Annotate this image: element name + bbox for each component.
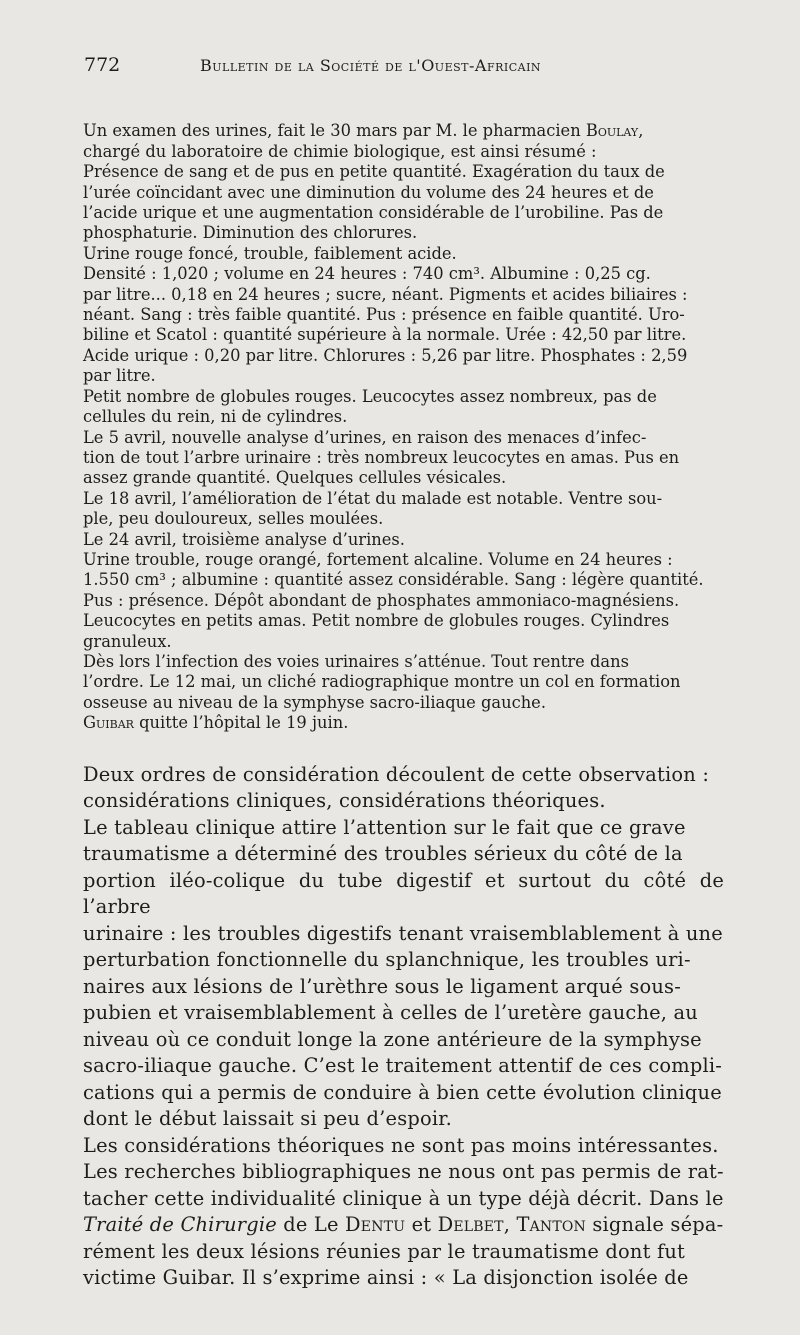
- page-number: 772: [84, 54, 121, 76]
- author-name: Dentu: [345, 1213, 406, 1236]
- author-name: Delbet: [437, 1213, 504, 1236]
- discussion-text: [83, 735, 724, 1292]
- text-run: , chargé du laboratoire de chimie biologique, est ainsi résumé : Présence de sang et de pus en petite quantité. Exagération du taux de l’urée coïncidant avec une diminution du volume des 24 heures et de l’acide urique et une augmentation considérable de l’urobiline. Pas de phosphaturie. Diminution des chlorures. Urine rouge foncé, trouble, faiblement acide. Densité : 1,020 ; volume en 24 heures : 740 cm³. Albumine : 0,25 cg. par litre... 0,18 en 24 heures ; sucre, néant. Pigments et acides biliaires : néant. Sang : très faible quantité. Pus : présence en faible quantité. Uro- biline et Scatol : quantité supérieure à la normale. Urée : 42,50 par litre. Acide urique : 0,20 par litre. Chlorures : 5,26 par litre. Phosphates : 2,59 par litre. Petit nombre de globules rouges. Leucocytes assez nombreux, pas de cellules du rein, ni de cylindres. Le 5 avril, nouvelle analyse d’urines, en raison des menaces d’infec- tion de tout l’arbre urinaire : très nombreux leucocytes en amas. Pus en assez grande quantité. Quelques cellules vésicales. Le 18 avril, l’amélioration de l’état du malade est notable. Ventre sou- ple, peu douloureux, selles moulées. Le 24 avril, troisième analyse d’urines. Urine trouble, rouge orangé, fortement alcaline. Volume en 24 heures : 1.550 cm³ ; albumine : quantité assez considérable. Sang : légère quantité. Pus : présence. Dépôt abondant de phosphates ammoniaco-magnésiens. Leucocytes en petits amas. Petit nombre de globules rouges. Cylindres granuleux. Dès lors l’infection des voies urinaires s’atténue. Tout rentre dans l’ordre. Le 12 mai, un cliché radiographique montre un col en formation osseuse au niveau de la symphyse sacro-iliaque gauche.: [83, 121, 704, 712]
- text-run: et: [405, 1213, 438, 1236]
- text-run: quitte l’hôpital le 19 juin.: [133, 713, 349, 733]
- patient-name: Guibar: [83, 713, 134, 733]
- text-run: de Le: [276, 1213, 346, 1236]
- observation-text: [83, 101, 724, 734]
- text-run: Un examen des urines, fait le 30 mars par M. le pharmacien: [83, 121, 586, 141]
- running-head: Bulletin de la Société de l'Ouest-Africain: [200, 56, 542, 75]
- text-run: Deux ordres de considération découlent de cette observation : considérations cliniques, considérations théoriques. Le tableau clinique attire l’attention sur le fait que ce grave traumatisme a déterminé des troubles sérieux du côté de la portion iléo-colique du tube digestif et surtout du côté de l’arbre urinaire : les troubles digestifs tenant vraisemblablement à une perturbation fonctionnelle du splanchnique, les troubles uri- naires aux lésions de l’urèthre sous le ligament arqué sous- pubien et vraisemblablement à celles de l’uretère gauche, au niveau où ce conduit longe la zone antérieure de la symphyse sacro-iliaque gauche. C’est le traitement attentif de ces compli- cations qui a permis de conduire à bien cette évolution clinique dont le début laissait si peu d’espoir. Les considérations théoriques ne sont pas moins intéressantes. Les recherches bibliographiques ne nous ont pas permis de rat- tacher cette individualité clinique à un type déjà décrit. Dans le: [83, 762, 724, 1210]
- text-run: ,: [503, 1213, 517, 1236]
- author-name: Tanton: [516, 1213, 587, 1236]
- text-run: signale sépa- rément les deux lésions réunies par le traumatisme dont fut victime Guibar. Il s’exprime ainsi : « La disjonction isolée de: [83, 1213, 724, 1289]
- author-name: Boulay: [585, 121, 639, 141]
- book-title: Traité de Chirurgie: [83, 1213, 277, 1236]
